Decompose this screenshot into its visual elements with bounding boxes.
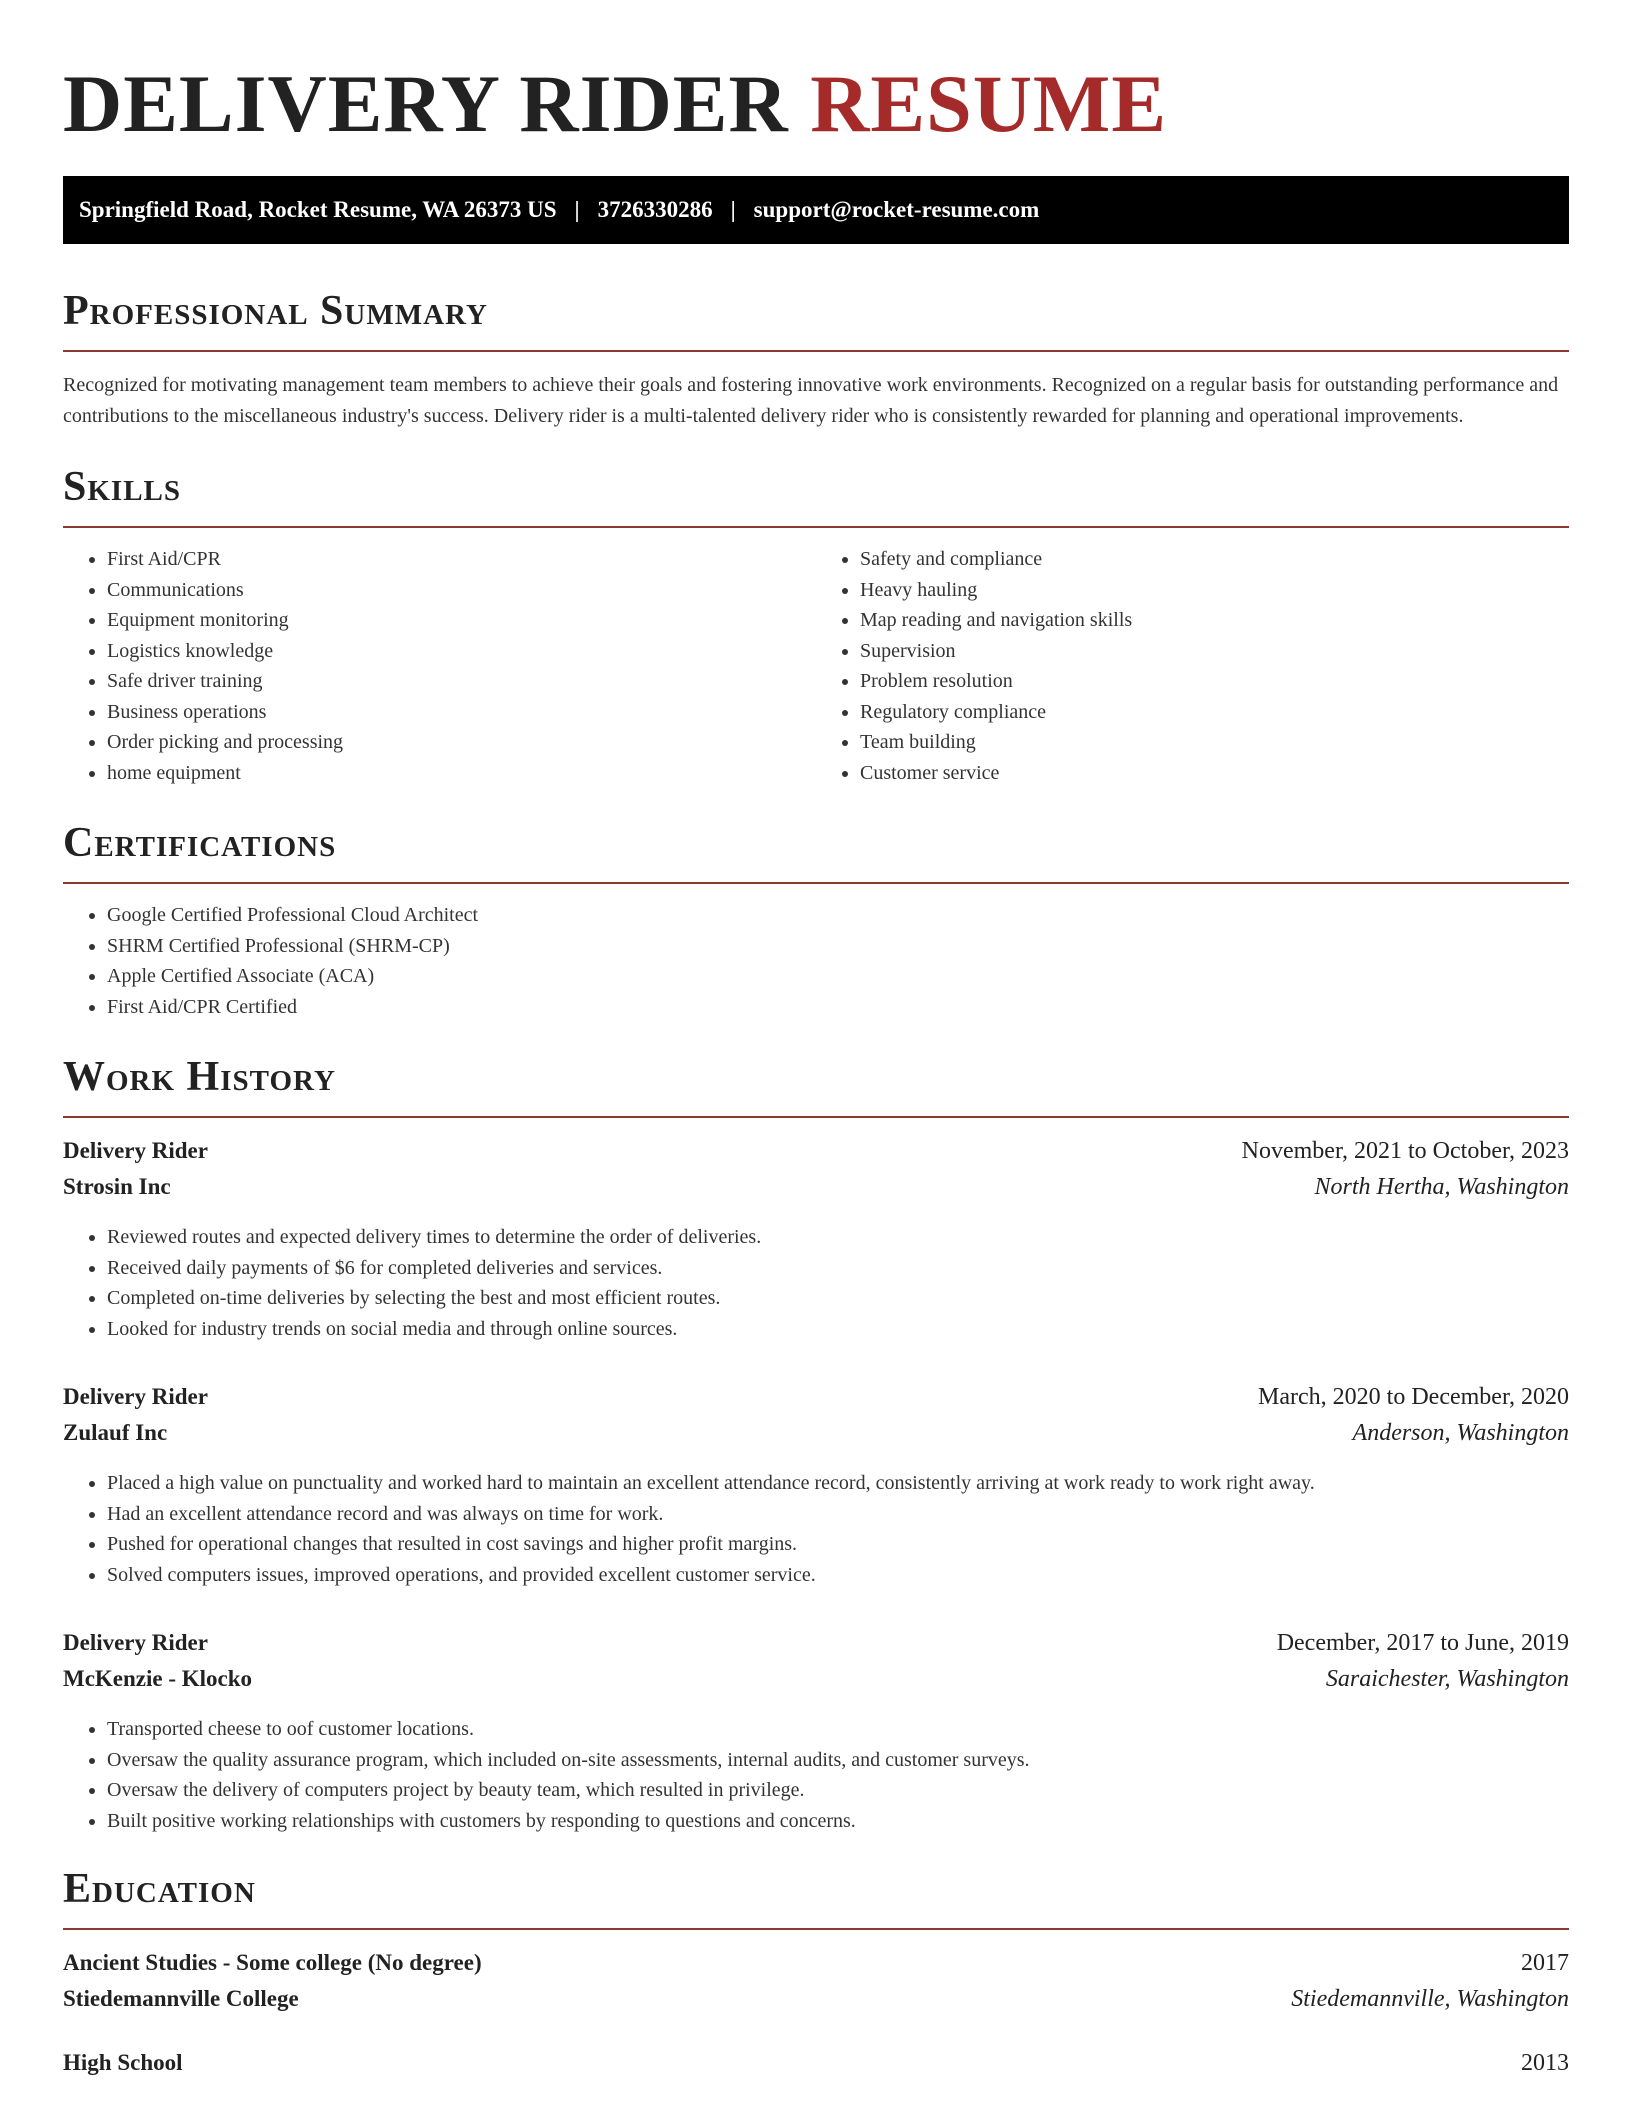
summary-section [63,286,1569,432]
skill-item: • Equipment monitoring [107,605,816,636]
skill-item: • Regulatory compliance [860,697,1569,728]
job-dates: November, 2021 to October, 2023 [1241,1138,1569,1164]
job-entry [63,1384,1569,1590]
job-bullet: • Built positive working relationships with customers by responding to questions and concerns. [107,1806,1569,1837]
education-degree: High School [63,2050,183,2075]
summary-text: Recognized for motivating management team members to achieve their goals and fostering innovative work environments. Recognized on a regular basis for outstanding performance and contributions to the miscellaneous industry's success. Delivery rider is a multi-talented delivery rider who is consistently rewarded for planning and operational improvements. [63,374,1559,427]
job-bullet: • Oversaw the delivery of computers project by beauty team, which resulted in privilege. [107,1775,1569,1806]
skill-item: • Communications [107,575,816,606]
skill-item: • Safety and compliance [860,544,1569,575]
education-degree: Ancient Studies - Some college (No degree) [63,1950,482,1975]
skills-heading: Skills [63,462,1569,528]
job-bullets [63,1222,1569,1344]
job-bullet: • Had an excellent attendance record and was always on time for work. [107,1499,1569,1530]
job-bullet: • Placed a high value on punctuality and worked hard to maintain an excellent attendance record, consistently arriving at work ready to work right away. [107,1468,1569,1499]
skills-section [63,462,1569,788]
skill-item: • Supervision [860,636,1569,667]
skill-item: • Map reading and navigation skills [860,605,1569,636]
job-location: Saraichester, Washington [1325,1666,1569,1692]
job-bullet: • Pushed for operational changes that resulted in cost savings and higher profit margins. [107,1529,1569,1560]
job-dates: December, 2017 to June, 2019 [1276,1630,1569,1656]
certifications-section [63,818,1569,1022]
skill-item: • Team building [860,727,1569,758]
title-accent: RESUME [810,58,1168,149]
job-bullet: • Oversaw the quality assurance program, which included on-site assessments, internal audits, and customer surveys. [107,1745,1569,1776]
education-entry [63,1950,1569,2022]
contact-separator: | [730,197,736,222]
job-company: McKenzie - Klocko [63,1666,253,1691]
title-main: DELIVERY RIDER [63,58,789,149]
job-company: Strosin Inc [63,1174,171,1199]
certification-item: • Apple Certified Associate (ACA) [107,961,1569,992]
skill-item: • Business operations [107,697,816,728]
education-year: 2017 [1521,1950,1569,1976]
education-location: Stiedemannville, Washington [1291,1986,1569,2012]
summary-heading: Professional Summary [63,286,1569,352]
skill-item: • Logistics knowledge [107,636,816,667]
job-title: Delivery Rider [63,1138,208,1163]
job-entry [63,1630,1569,1836]
job-location: North Hertha, Washington [1314,1174,1569,1200]
education-heading: Education [63,1864,1569,1930]
job-dates: March, 2020 to December, 2020 [1258,1384,1569,1410]
job-entry [63,1138,1569,1344]
skills-grid [63,528,1569,788]
work-heading: Work History [63,1052,1569,1118]
job-bullet: • Looked for industry trends on social media and through online sources. [107,1314,1569,1345]
skill-item: • Heavy hauling [860,575,1569,606]
resume-title [63,0,1569,176]
certifications-list [63,900,1569,1022]
contact-separator: | [574,197,580,222]
certification-item: • Google Certified Professional Cloud Architect [107,900,1569,931]
skill-item: • Safe driver training [107,666,816,697]
skill-item: • Customer service [860,758,1569,789]
job-bullet: • Completed on-time deliveries by selecting the best and most efficient routes. [107,1283,1569,1314]
skill-item: • Order picking and processing [107,727,816,758]
certification-item: • SHRM Certified Professional (SHRM-CP) [107,931,1569,962]
contact-email: support@rocket-resume.com [753,197,1040,222]
work-section [63,1052,1569,1836]
education-entry [63,2050,1569,2086]
certification-item: • First Aid/CPR Certified [107,992,1569,1023]
skill-item: • home equipment [107,758,816,789]
job-company: Zulauf Inc [63,1420,168,1445]
job-bullet: • Reviewed routes and expected delivery times to determine the order of deliveries. [107,1222,1569,1253]
job-bullet: • Solved computers issues, improved operations, and provided excellent customer service. [107,1560,1569,1591]
education-school: Stiedemannville College [63,1986,299,2011]
contact-address: Springfield Road, Rocket Resume, WA 26373 US [79,197,557,222]
job-location: Anderson, Washington [1352,1420,1569,1446]
education-year: 2013 [1521,2050,1569,2076]
job-bullet: • Received daily payments of $6 for completed deliveries and services. [107,1253,1569,1284]
skill-item: • Problem resolution [860,666,1569,697]
certifications-heading: Certifications [63,818,1569,884]
job-bullets [63,1468,1569,1590]
job-title: Delivery Rider [63,1384,208,1409]
contact-bar [63,176,1569,244]
job-title: Delivery Rider [63,1630,208,1655]
contact-phone: 3726330286 [597,197,713,222]
skills-list-left [63,544,816,788]
skill-item: • First Aid/CPR [107,544,816,575]
job-bullets [63,1714,1569,1836]
skills-list-right [816,544,1569,788]
education-section [63,1864,1569,2086]
job-bullet: • Transported cheese to oof customer locations. [107,1714,1569,1745]
